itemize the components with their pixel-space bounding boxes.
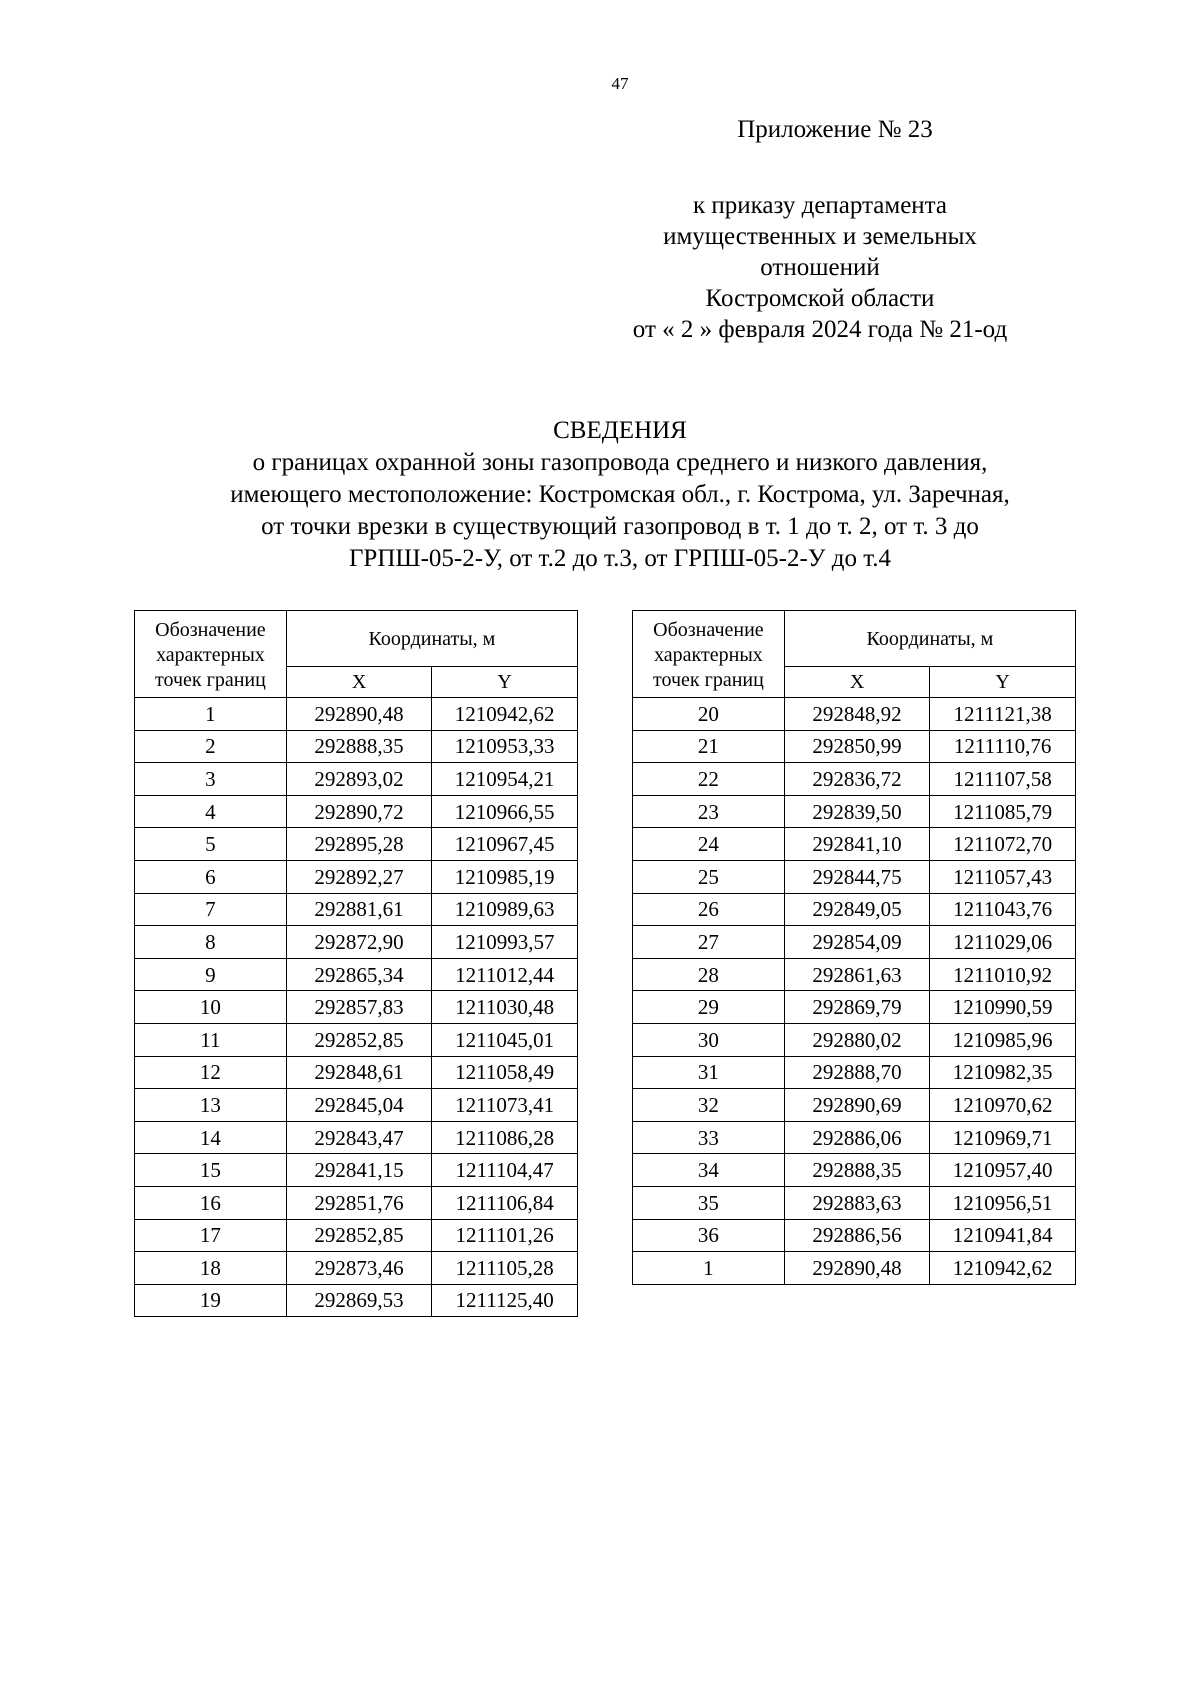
table-row (633, 1186, 1076, 1219)
header-x: X (784, 667, 929, 698)
table-row (135, 860, 578, 893)
point-id-cell: 14 (135, 1121, 287, 1154)
table-row (135, 698, 578, 731)
y-coordinate-cell: 1211106,84 (432, 1186, 578, 1219)
y-coordinate-cell: 1210969,71 (930, 1121, 1076, 1154)
table-row (633, 763, 1076, 796)
point-id-cell: 18 (135, 1252, 287, 1285)
point-id-cell: 9 (135, 958, 287, 991)
y-coordinate-cell: 1211010,92 (930, 958, 1076, 991)
x-coordinate-cell: 292844,75 (784, 860, 929, 893)
x-coordinate-cell: 292839,50 (784, 795, 929, 828)
table-row (633, 828, 1076, 861)
table-row (135, 1056, 578, 1089)
y-coordinate-cell: 1211073,41 (432, 1089, 578, 1122)
x-coordinate-cell: 292890,48 (286, 698, 431, 731)
header-x: X (286, 667, 431, 698)
subtitle-line: имеющего местоположение: Костромская обл., г. Кострома, ул. Заречная, (230, 481, 1010, 508)
table-row (135, 763, 578, 796)
table-row (633, 991, 1076, 1024)
y-coordinate-cell: 1210982,35 (930, 1056, 1076, 1089)
y-coordinate-cell: 1211110,76 (930, 730, 1076, 763)
y-coordinate-cell: 1210989,63 (432, 893, 578, 926)
y-coordinate-cell: 1210956,51 (930, 1186, 1076, 1219)
y-coordinate-cell: 1211085,79 (930, 795, 1076, 828)
x-coordinate-cell: 292873,46 (286, 1252, 431, 1285)
table-row (135, 1186, 578, 1219)
x-coordinate-cell: 292852,85 (286, 1219, 431, 1252)
y-coordinate-cell: 1211029,06 (930, 926, 1076, 959)
x-coordinate-cell: 292850,99 (784, 730, 929, 763)
y-coordinate-cell: 1211057,43 (930, 860, 1076, 893)
x-coordinate-cell: 292869,53 (286, 1284, 431, 1317)
point-id-cell: 3 (135, 763, 287, 796)
x-coordinate-cell: 292849,05 (784, 893, 929, 926)
point-id-cell: 27 (633, 926, 785, 959)
y-coordinate-cell: 1210942,62 (432, 698, 578, 731)
x-coordinate-cell: 292841,10 (784, 828, 929, 861)
y-coordinate-cell: 1211058,49 (432, 1056, 578, 1089)
y-coordinate-cell: 1211104,47 (432, 1154, 578, 1187)
table-row (633, 698, 1076, 731)
point-id-cell: 22 (633, 763, 785, 796)
point-id-cell: 19 (135, 1284, 287, 1317)
y-coordinate-cell: 1211045,01 (432, 1023, 578, 1056)
point-id-cell: 24 (633, 828, 785, 861)
table-row (633, 893, 1076, 926)
point-id-cell: 12 (135, 1056, 287, 1089)
x-coordinate-cell: 292861,63 (784, 958, 929, 991)
table-row (633, 1154, 1076, 1187)
header-y: Y (930, 667, 1076, 698)
table-row (633, 1089, 1076, 1122)
header-point-label: Обозначение характерных точек границ (135, 611, 287, 698)
order-line: к приказу департамента (692, 192, 948, 219)
y-coordinate-cell: 1211072,70 (930, 828, 1076, 861)
table-row (135, 1252, 578, 1285)
y-coordinate-cell: 1210990,59 (930, 991, 1076, 1024)
table-row (135, 893, 578, 926)
y-coordinate-cell: 1211107,58 (930, 763, 1076, 796)
table-row (135, 1154, 578, 1187)
table-row (135, 1023, 578, 1056)
table-row (633, 1056, 1076, 1089)
point-id-cell: 10 (135, 991, 287, 1024)
x-coordinate-cell: 292892,27 (286, 860, 431, 893)
x-coordinate-cell: 292848,92 (784, 698, 929, 731)
x-coordinate-cell: 292890,72 (286, 795, 431, 828)
point-id-cell: 17 (135, 1219, 287, 1252)
x-coordinate-cell: 292865,34 (286, 958, 431, 991)
table-row (135, 926, 578, 959)
order-line: имущественных и земельных (663, 223, 977, 250)
page-number: 47 (611, 74, 629, 93)
subtitle-line: ГРПШ-05-2-У, от т.2 до т.3, от ГРПШ-05-2-У до т.4 (348, 545, 892, 572)
table-row (633, 958, 1076, 991)
point-id-cell: 4 (135, 795, 287, 828)
x-coordinate-cell: 292881,61 (286, 893, 431, 926)
point-id-cell: 35 (633, 1186, 785, 1219)
table-row (633, 1252, 1076, 1285)
x-coordinate-cell: 292845,04 (286, 1089, 431, 1122)
y-coordinate-cell: 1210985,96 (930, 1023, 1076, 1056)
y-coordinate-cell: 1211121,38 (930, 698, 1076, 731)
order-line: Костромской области (705, 285, 935, 312)
table-row (135, 958, 578, 991)
point-id-cell: 8 (135, 926, 287, 959)
x-coordinate-cell: 292872,90 (286, 926, 431, 959)
table-row (633, 1121, 1076, 1154)
point-id-cell: 29 (633, 991, 785, 1024)
table-row (135, 1121, 578, 1154)
header-coordinates: Координаты, м (784, 611, 1075, 667)
x-coordinate-cell: 292883,63 (784, 1186, 929, 1219)
point-id-cell: 13 (135, 1089, 287, 1122)
point-id-cell: 1 (633, 1252, 785, 1285)
x-coordinate-cell: 292857,83 (286, 991, 431, 1024)
point-id-cell: 5 (135, 828, 287, 861)
y-coordinate-cell: 1211012,44 (432, 958, 578, 991)
point-id-cell: 30 (633, 1023, 785, 1056)
x-coordinate-cell: 292886,56 (784, 1219, 929, 1252)
x-coordinate-cell: 292851,76 (286, 1186, 431, 1219)
point-id-cell: 6 (135, 860, 287, 893)
x-coordinate-cell: 292854,09 (784, 926, 929, 959)
subtitle-line: о границах охранной зоны газопровода среднего и низкого давления, (252, 449, 988, 476)
y-coordinate-cell: 1211105,28 (432, 1252, 578, 1285)
point-id-cell: 1 (135, 698, 287, 731)
y-coordinate-cell: 1211043,76 (930, 893, 1076, 926)
x-coordinate-cell: 292843,47 (286, 1121, 431, 1154)
subtitle-line: от точки врезки в существующий газопровод в т. 1 до т. 2, от т. 3 до (261, 513, 979, 540)
table-row (135, 991, 578, 1024)
point-id-cell: 7 (135, 893, 287, 926)
y-coordinate-cell: 1211030,48 (432, 991, 578, 1024)
y-coordinate-cell: 1210967,45 (432, 828, 578, 861)
y-coordinate-cell: 1211086,28 (432, 1121, 578, 1154)
x-coordinate-cell: 292869,79 (784, 991, 929, 1024)
y-coordinate-cell: 1210941,84 (930, 1219, 1076, 1252)
point-id-cell: 26 (633, 893, 785, 926)
point-id-cell: 28 (633, 958, 785, 991)
x-coordinate-cell: 292888,35 (784, 1154, 929, 1187)
y-coordinate-cell: 1211101,26 (432, 1219, 578, 1252)
header-coordinates: Координаты, м (286, 611, 577, 667)
document-title: СВЕДЕНИЯ (553, 417, 687, 444)
x-coordinate-cell: 292841,15 (286, 1154, 431, 1187)
point-id-cell: 20 (633, 698, 785, 731)
table-row (135, 795, 578, 828)
point-id-cell: 32 (633, 1089, 785, 1122)
coordinates-table-right (632, 610, 1076, 1285)
x-coordinate-cell: 292895,28 (286, 828, 431, 861)
table-row (633, 926, 1076, 959)
header-point-label: Обозначение характерных точек границ (633, 611, 785, 698)
x-coordinate-cell: 292836,72 (784, 763, 929, 796)
x-coordinate-cell: 292893,02 (286, 763, 431, 796)
table-row (633, 795, 1076, 828)
point-id-cell: 34 (633, 1154, 785, 1187)
x-coordinate-cell: 292888,35 (286, 730, 431, 763)
y-coordinate-cell: 1210954,21 (432, 763, 578, 796)
y-coordinate-cell: 1210985,19 (432, 860, 578, 893)
x-coordinate-cell: 292852,85 (286, 1023, 431, 1056)
point-id-cell: 21 (633, 730, 785, 763)
y-coordinate-cell: 1210993,57 (432, 926, 578, 959)
point-id-cell: 36 (633, 1219, 785, 1252)
coordinates-table-left (134, 610, 578, 1317)
y-coordinate-cell: 1210970,62 (930, 1089, 1076, 1122)
table-row (633, 1023, 1076, 1056)
table-row (135, 1089, 578, 1122)
y-coordinate-cell: 1210953,33 (432, 730, 578, 763)
point-id-cell: 16 (135, 1186, 287, 1219)
point-id-cell: 23 (633, 795, 785, 828)
table-row (633, 730, 1076, 763)
table-row (135, 828, 578, 861)
order-line: отношений (760, 254, 880, 281)
x-coordinate-cell: 292890,69 (784, 1089, 929, 1122)
order-reference (560, 190, 1080, 345)
y-coordinate-cell: 1211125,40 (432, 1284, 578, 1317)
y-coordinate-cell: 1210942,62 (930, 1252, 1076, 1285)
table-row (135, 1284, 578, 1317)
table-row (633, 860, 1076, 893)
x-coordinate-cell: 292890,48 (784, 1252, 929, 1285)
x-coordinate-cell: 292886,06 (784, 1121, 929, 1154)
table-row (135, 730, 578, 763)
y-coordinate-cell: 1210957,40 (930, 1154, 1076, 1187)
point-id-cell: 11 (135, 1023, 287, 1056)
x-coordinate-cell: 292848,61 (286, 1056, 431, 1089)
point-id-cell: 33 (633, 1121, 785, 1154)
table-row (135, 1219, 578, 1252)
x-coordinate-cell: 292888,70 (784, 1056, 929, 1089)
document-heading (80, 415, 1160, 575)
header-y: Y (432, 667, 578, 698)
x-coordinate-cell: 292880,02 (784, 1023, 929, 1056)
point-id-cell: 2 (135, 730, 287, 763)
point-id-cell: 31 (633, 1056, 785, 1089)
point-id-cell: 25 (633, 860, 785, 893)
appendix-title: Приложение № 23 (737, 116, 933, 143)
order-line: от « 2 » февраля 2024 года № 21-од (632, 316, 1008, 343)
y-coordinate-cell: 1210966,55 (432, 795, 578, 828)
table-row (633, 1219, 1076, 1252)
point-id-cell: 15 (135, 1154, 287, 1187)
